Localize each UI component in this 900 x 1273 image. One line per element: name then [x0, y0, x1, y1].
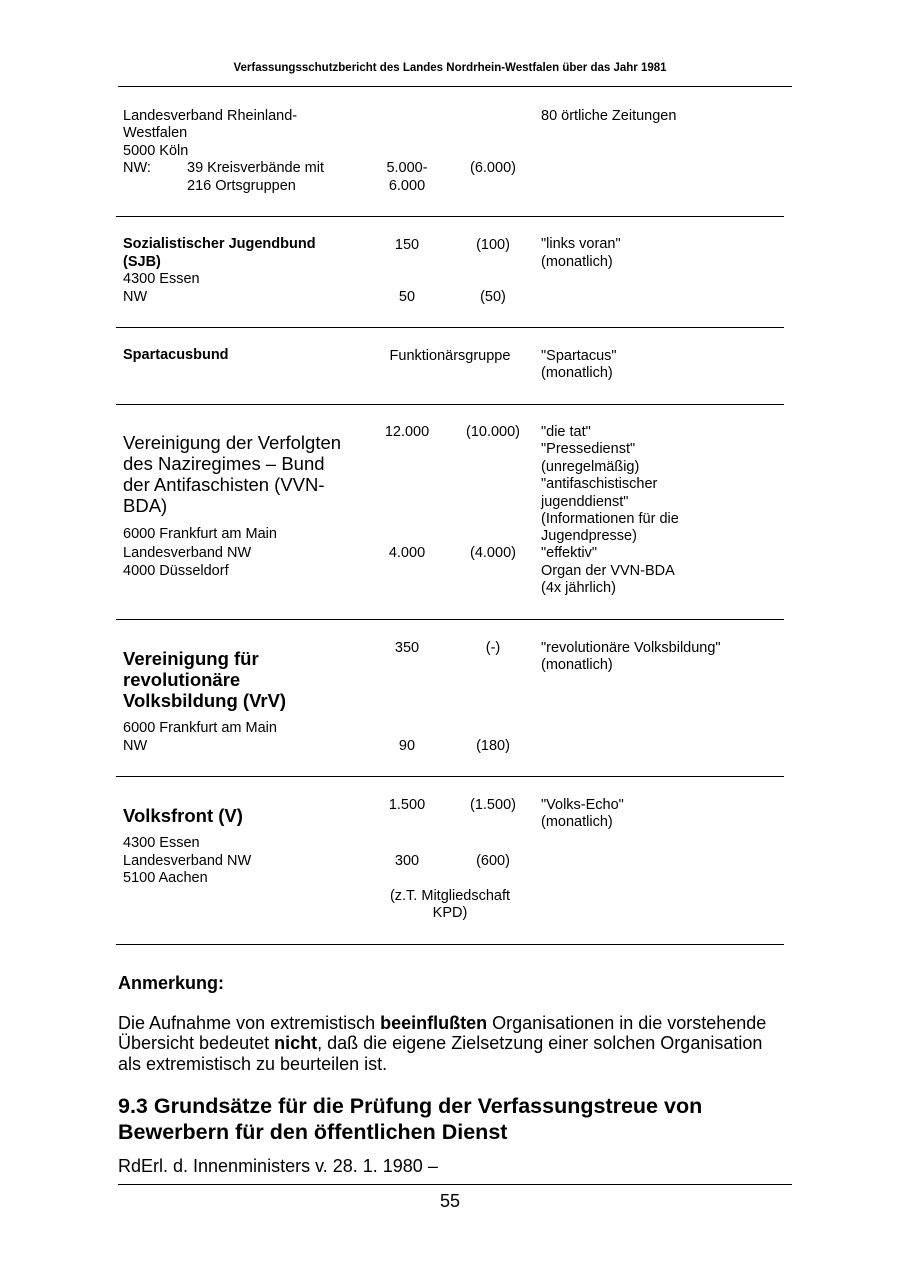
member-count: 350: [394, 640, 420, 656]
member-count: Funktionärsgruppe: [389, 348, 511, 364]
member-count: 90: [398, 738, 416, 754]
note-heading: Anmerkung:: [118, 973, 225, 993]
publication: (monatlich): [541, 365, 613, 381]
org-name-line: Westfalen: [123, 125, 188, 141]
publication: Jugendpresse): [541, 528, 637, 544]
member-count: 150: [394, 237, 420, 253]
org-name-line: revolutionäre: [123, 669, 241, 690]
publication: (4x jährlich): [541, 580, 616, 596]
member-count: 4.000: [388, 545, 426, 561]
section-title: Bewerbern für den öffentlichen Dienst: [118, 1120, 508, 1144]
note-emphasis: beeinflußten: [380, 1013, 488, 1033]
footer-rule: [118, 1184, 792, 1185]
row-divider: [116, 944, 784, 945]
header-rule: [118, 86, 792, 87]
prev-count: (10.000): [465, 424, 520, 440]
prev-count: (180): [476, 738, 510, 754]
row-divider: [116, 404, 784, 405]
membership-note: (z.T. Mitgliedschaft: [389, 888, 511, 904]
prev-count: (4.000): [470, 545, 516, 561]
member-count: 300: [394, 853, 420, 869]
prev-count: (50): [480, 289, 506, 305]
prev-count: (600): [476, 853, 510, 869]
org-address: Landesverband NW: [123, 545, 252, 561]
publication: "Pressedienst": [541, 441, 636, 457]
section-title: 9.3 Grundsätze für die Prüfung der Verfassungstreue von: [118, 1094, 703, 1118]
member-count: 50: [398, 289, 416, 305]
member-count: 5.000-: [386, 160, 428, 176]
membership-note: KPD): [432, 905, 468, 921]
row-divider: [116, 776, 784, 777]
publication: (monatlich): [541, 814, 613, 830]
nw-label: NW: [123, 738, 148, 754]
note-text-line: [118, 1013, 766, 1034]
org-name: Volksfront (V): [123, 805, 243, 826]
org-name-line: Vereinigung der Verfolgten: [123, 432, 342, 453]
publication: (monatlich): [541, 254, 613, 270]
nw-label: NW: [123, 289, 148, 305]
org-address: Landesverband NW: [123, 853, 252, 869]
note-text: Übersicht bedeutet: [118, 1033, 275, 1053]
org-name-line: der Antifaschisten (VVN-: [123, 474, 325, 495]
page-header: Verfassungsschutzbericht des Landes Nordrhein-Westfalen über das Jahr 1981: [233, 62, 667, 74]
publication: "die tat": [541, 424, 591, 440]
org-name-line: BDA): [123, 495, 168, 516]
nw-label: NW:: [123, 160, 151, 176]
nw-detail: 39 Kreisverbände mit: [187, 160, 325, 176]
member-count: 12.000: [384, 424, 430, 440]
note-text-line: als extremistisch zu beurteilen ist.: [118, 1054, 388, 1074]
publication: "Spartacus": [541, 348, 617, 364]
publication: jugenddienst": [541, 494, 629, 510]
prev-count: (1.500): [470, 797, 516, 813]
note-emphasis: nicht: [274, 1033, 318, 1053]
publication: (Informationen für die: [541, 511, 679, 527]
row-divider: [116, 327, 784, 328]
row-divider: [116, 216, 784, 217]
org-address: 4000 Düsseldorf: [123, 563, 229, 579]
page-number: 55: [439, 1191, 461, 1211]
publication: 80 örtliche Zeitungen: [541, 108, 677, 124]
publication: "effektiv": [541, 545, 597, 561]
org-address: 4300 Essen: [123, 835, 200, 851]
decree-reference: RdErl. d. Innenministers v. 28. 1. 1980 –: [118, 1156, 438, 1176]
prev-count: (100): [476, 237, 510, 253]
note-text: , daß die eigene Zielsetzung einer solchen Organisation: [317, 1033, 763, 1053]
publication: (unregelmäßig): [541, 459, 640, 475]
org-name-line: Sozialistischer Jugendbund: [123, 236, 316, 252]
publication: "antifaschistischer: [541, 476, 658, 492]
publication: Organ der VVN-BDA: [541, 563, 675, 579]
org-address: 6000 Frankfurt am Main: [123, 720, 277, 736]
org-name-line: Volksbildung (VrV): [123, 690, 287, 711]
org-address: 5000 Köln: [123, 143, 189, 159]
row-divider: [116, 619, 784, 620]
prev-count: (6.000): [470, 160, 516, 176]
note-text: Die Aufnahme von extremistisch: [118, 1013, 381, 1033]
org-name: Spartacusbund: [123, 347, 229, 363]
org-address: 6000 Frankfurt am Main: [123, 526, 277, 542]
org-name-line: Landesverband Rheinland-: [123, 108, 298, 124]
org-address: 5100 Aachen: [123, 870, 208, 886]
org-name-line: des Naziregimes – Bund: [123, 453, 325, 474]
org-address: 4300 Essen: [123, 271, 200, 287]
org-name-line: (SJB): [123, 254, 161, 270]
publication: "links voran": [541, 236, 621, 252]
prev-count: (-): [485, 640, 501, 656]
publication: (monatlich): [541, 657, 613, 673]
note-text-line: [118, 1033, 762, 1054]
publication: "revolutionäre Volksbildung": [541, 640, 721, 656]
nw-detail: 216 Ortsgruppen: [187, 178, 296, 194]
member-count: 1.500: [388, 797, 426, 813]
member-count: 6.000: [388, 178, 426, 194]
note-text: Organisationen in die vorstehende: [487, 1013, 767, 1033]
publication: "Volks-Echo": [541, 797, 624, 813]
org-name-line: Vereinigung für: [123, 648, 259, 669]
